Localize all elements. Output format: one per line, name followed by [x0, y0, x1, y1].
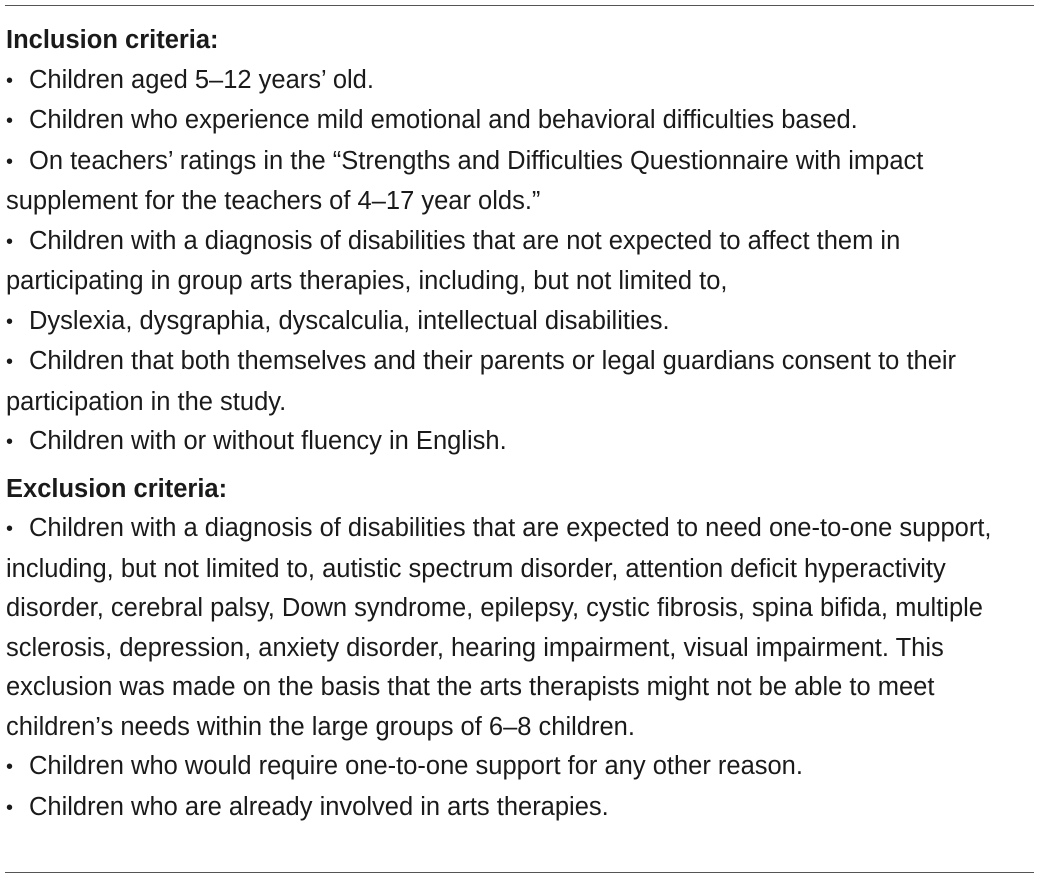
bullet-icon: • [6, 518, 14, 540]
bullet-icon: • [6, 796, 14, 819]
inclusion-criteria-item [6, 101, 1016, 142]
bullet-icon: • [6, 150, 14, 173]
inclusion-criteria-item [6, 422, 1016, 463]
bottom-rule [5, 872, 1034, 873]
bullet-icon: • [6, 230, 14, 253]
inclusion-criteria-item [6, 302, 1016, 343]
bullet-icon: • [6, 351, 14, 373]
inclusion-criteria-text: Children with or without fluency in English. [29, 427, 507, 455]
inclusion-criteria-text: Children aged 5–12 years’ old. [29, 65, 374, 94]
top-rule [5, 5, 1034, 6]
exclusion-criteria-text: Children who would require one-to-one support for any other reason. [29, 752, 803, 780]
inclusion-criteria-text: On teachers’ ratings in the “Strengths and Difficulties Questionnaire with impact supplement for the teachers of 4–17 year olds.” [6, 146, 924, 215]
inclusion-criteria-list [6, 61, 1016, 463]
bullet-icon: • [6, 310, 14, 333]
bullet-icon: • [6, 110, 14, 132]
exclusion-criteria-text: Children with a diagnosis of disabilities that are expected to need one-to-one support, including, but not limited to, autistic spectrum disorder, attention deficit hyperactivity disorder, cerebral palsy, Down syndrome, epilepsy, cystic fibrosis, spina bifida, multiple sclerosis, depression, anxiety disorder, hearing impairment, visual impairment. This exclusion was made on the basis that the arts therapists might not be able to meet children’s needs within the large groups of 6–8 children. [6, 514, 992, 741]
inclusion-criteria-text: Children that both themselves and their parents or legal guardians consent to their participation in the study. [6, 347, 957, 416]
inclusion-criteria-item [6, 61, 1016, 102]
inclusion-criteria-text: Children who experience mild emotional and behavioral difficulties based. [29, 106, 858, 134]
inclusion-criteria-text: Dyslexia, dysgraphia, dyscalculia, intellectual disabilities. [29, 306, 670, 335]
exclusion-criteria-item [6, 509, 1016, 747]
criteria-table [6, 21, 1016, 828]
exclusion-criteria-item [6, 788, 1016, 829]
exclusion-criteria-heading: Exclusion criteria: [6, 474, 228, 503]
bullet-icon: • [6, 69, 14, 92]
inclusion-criteria-heading: Inclusion criteria: [6, 26, 219, 54]
inclusion-criteria-item [6, 222, 1016, 302]
exclusion-criteria-list [6, 509, 1016, 828]
inclusion-criteria-item [6, 342, 1016, 422]
inclusion-criteria-item [6, 142, 1016, 222]
exclusion-criteria-item [6, 747, 1016, 788]
bullet-icon: • [6, 431, 14, 453]
exclusion-criteria-text: Children who are already involved in arts therapies. [29, 792, 609, 821]
inclusion-criteria-text: Children with a diagnosis of disabilities that are not expected to affect them in participating in group arts therapies, including, but not limited to, [6, 226, 901, 295]
bullet-icon: • [6, 756, 14, 778]
